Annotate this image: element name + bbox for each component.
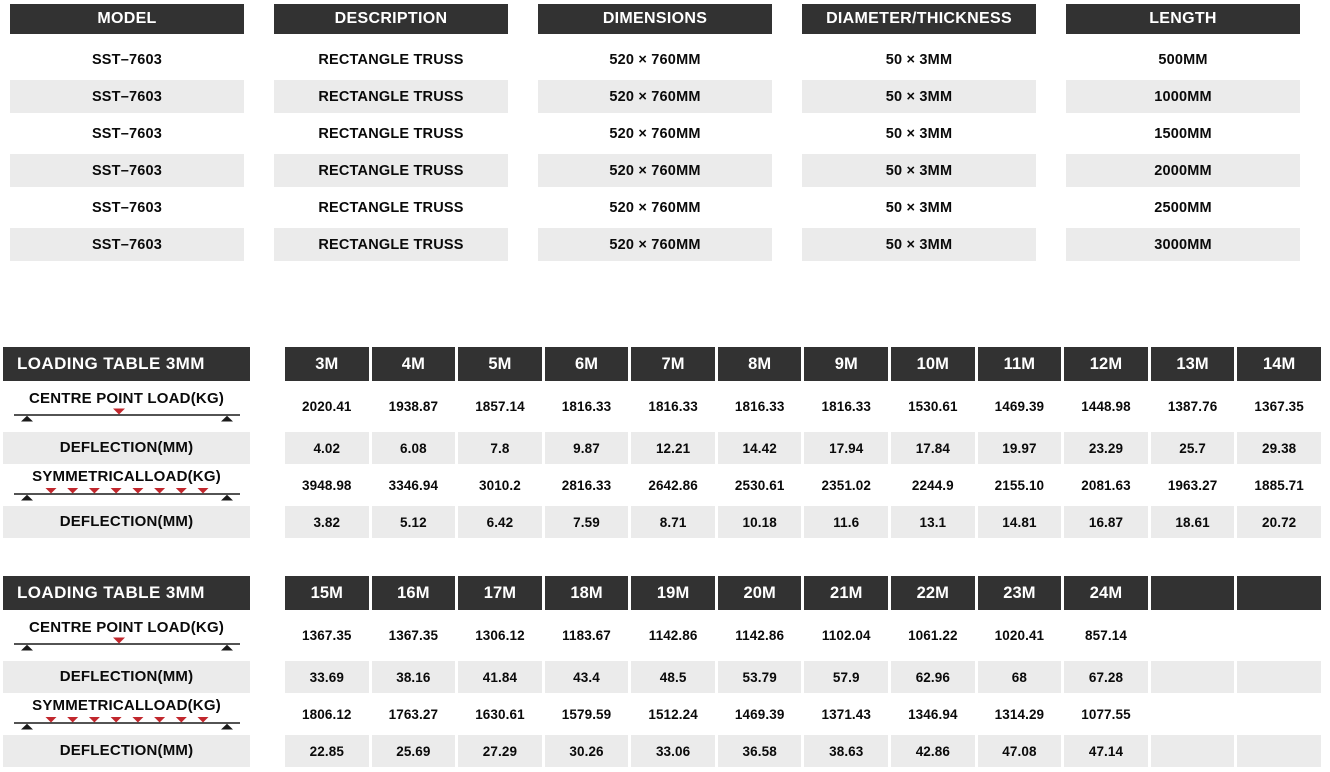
value-cell: 29.38 xyxy=(1237,432,1321,464)
value-cell: 1963.27 xyxy=(1167,477,1218,493)
row-value-cells xyxy=(285,464,1321,506)
loading-table-row xyxy=(3,693,1321,735)
value-cell xyxy=(1151,661,1235,693)
value-cell: 19.97 xyxy=(978,432,1062,464)
value-cell: 1371.43 xyxy=(821,706,871,722)
row-label xyxy=(3,381,250,432)
span-header-cell: 20M xyxy=(718,576,802,610)
span-header-cell: 9M xyxy=(804,347,888,381)
value-cell: 1816.33 xyxy=(734,399,785,414)
value-cell: 9.87 xyxy=(545,432,629,464)
value-cell: 1314.29 xyxy=(994,706,1045,722)
value-cell: 6.08 xyxy=(372,432,456,464)
value-cell: 1857.14 xyxy=(475,399,525,414)
span-header-cell: 21M xyxy=(804,576,888,610)
row-label xyxy=(3,464,250,506)
spec-cell: 50 × 3MM xyxy=(802,152,1036,189)
value-cell xyxy=(1237,693,1321,735)
row-label xyxy=(3,661,250,693)
spec-cell: SST–7603 xyxy=(10,152,244,189)
value-cell: 1512.24 xyxy=(648,706,698,722)
value-cell: 1142.86 xyxy=(735,628,785,643)
span-header-cell: 4M xyxy=(372,347,456,381)
value-cell: 1306.12 xyxy=(475,628,525,643)
value-cell: 1020.41 xyxy=(994,628,1045,643)
loading-table-3m-14m xyxy=(3,347,1321,538)
value-cell: 1530.61 xyxy=(908,399,958,414)
span-header-cell: 13M xyxy=(1151,347,1235,381)
spec-cell: 3000MM xyxy=(1066,226,1300,263)
spec-cell: 50 × 3MM xyxy=(885,125,953,142)
value-cell: 6.42 xyxy=(458,506,542,538)
spec-column-header: DESCRIPTION xyxy=(274,4,508,34)
value-cell: 1816.33 xyxy=(821,399,871,414)
span-header-cells xyxy=(285,347,1321,381)
spec-cell: RECTANGLE TRUSS xyxy=(318,51,464,68)
value-cell: 2244.9 xyxy=(911,477,954,493)
row-label-text: DEFLECTION(MM) xyxy=(59,668,194,686)
spec-cell: RECTANGLE TRUSS xyxy=(274,152,508,189)
row-label-text: SYMMETRICALLOAD(KG) xyxy=(32,468,221,486)
span-header-cells xyxy=(285,576,1321,610)
value-cell: 48.5 xyxy=(631,661,715,693)
row-value-cells xyxy=(285,381,1321,432)
spec-column-header: DIAMETER/THICKNESS xyxy=(802,4,1036,34)
spec-cell: SST–7603 xyxy=(10,78,244,115)
span-header-cell: 14M xyxy=(1237,347,1321,381)
loading-table-row xyxy=(3,464,1321,506)
value-cell: 1077.55 xyxy=(1081,706,1131,722)
row-label-text: CENTRE POINT LOAD(KG) xyxy=(28,389,225,407)
value-cell: 17.94 xyxy=(804,432,888,464)
span-header-cell: 12M xyxy=(1064,347,1148,381)
value-cell: 25.69 xyxy=(372,735,456,767)
value-cell xyxy=(1237,661,1321,693)
spec-cell: 50 × 3MM xyxy=(885,199,953,216)
value-cell: 14.42 xyxy=(718,432,802,464)
span-header-cell xyxy=(1237,576,1321,610)
spec-cell: SST–7603 xyxy=(10,226,244,263)
span-header-cell: 15M xyxy=(285,576,369,610)
spec-cell: 520 × 760MM xyxy=(609,125,701,142)
value-cell: 1469.39 xyxy=(734,706,785,722)
row-value-cells xyxy=(285,693,1321,735)
value-cell: 22.85 xyxy=(285,735,369,767)
value-cell: 43.4 xyxy=(545,661,629,693)
value-cell: 1183.67 xyxy=(562,628,611,643)
support-marker-icon xyxy=(221,416,233,422)
loading-table-row xyxy=(3,381,1321,432)
span-header-cell: 16M xyxy=(372,576,456,610)
spec-cell: 500MM xyxy=(1158,51,1208,68)
row-label-text: CENTRE POINT LOAD(KG) xyxy=(28,618,225,636)
span-header-cell: 3M xyxy=(285,347,369,381)
centre-point-load-beam-diagram xyxy=(13,637,241,651)
spec-column-header: DIMENSIONS xyxy=(538,4,772,34)
spec-column-header: LENGTH xyxy=(1066,4,1300,34)
spec-cell: 520 × 760MM xyxy=(538,78,772,115)
value-cell: 57.9 xyxy=(804,661,888,693)
row-label xyxy=(3,432,250,464)
loading-table-row xyxy=(3,432,1321,464)
row-label-text: SYMMETRICALLOAD(KG) xyxy=(32,697,221,715)
loading-table-row xyxy=(3,735,1321,767)
value-cell: 42.86 xyxy=(891,735,975,767)
value-cell: 2530.61 xyxy=(734,477,785,493)
value-cell: 2081.63 xyxy=(1081,477,1131,493)
row-label-text: DEFLECTION(MM) xyxy=(59,742,194,760)
value-cell xyxy=(1237,735,1321,767)
value-cell: 5.12 xyxy=(372,506,456,538)
row-value-cells xyxy=(285,432,1321,464)
support-marker-icon xyxy=(21,416,33,422)
value-cell: 23.29 xyxy=(1064,432,1148,464)
support-marker-icon xyxy=(221,495,233,501)
row-value-cells xyxy=(285,610,1321,661)
spec-cell: 520 × 760MM xyxy=(538,226,772,263)
value-cell: 41.84 xyxy=(458,661,542,693)
value-cell: 2351.02 xyxy=(821,477,871,493)
value-cell: 13.1 xyxy=(891,506,975,538)
value-cell: 7.8 xyxy=(458,432,542,464)
spec-column-header: MODEL xyxy=(10,4,244,34)
value-cell: 33.69 xyxy=(285,661,369,693)
spec-cell: RECTANGLE TRUSS xyxy=(274,226,508,263)
value-cell: 1806.12 xyxy=(302,706,352,722)
span-header-cell: 24M xyxy=(1064,576,1148,610)
value-cell xyxy=(1151,735,1235,767)
value-cell: 1630.61 xyxy=(475,706,525,722)
value-cell: 38.63 xyxy=(804,735,888,767)
row-label xyxy=(3,506,250,538)
value-cell: 17.84 xyxy=(891,432,975,464)
span-header-cell: 23M xyxy=(978,576,1062,610)
span-header-cell: 11M xyxy=(978,347,1062,381)
value-cell: 1367.35 xyxy=(388,628,439,643)
loading-table-row xyxy=(3,506,1321,538)
span-header-cell: 8M xyxy=(718,347,802,381)
value-cell: 8.71 xyxy=(631,506,715,538)
loading-table-header-row xyxy=(3,347,1321,381)
support-marker-icon xyxy=(221,724,233,730)
value-cell xyxy=(1237,610,1321,661)
value-cell: 33.06 xyxy=(631,735,715,767)
support-marker-icon xyxy=(21,495,33,501)
value-cell: 1579.59 xyxy=(561,706,612,722)
spec-cell: 520 × 760MM xyxy=(609,51,701,68)
centre-point-load-beam-diagram xyxy=(13,408,241,422)
spec-cell: 50 × 3MM xyxy=(802,226,1036,263)
span-header-cell: 22M xyxy=(891,576,975,610)
loading-table-title: LOADING TABLE 3MM xyxy=(3,576,250,610)
spec-cell: RECTANGLE TRUSS xyxy=(318,199,464,216)
value-cell: 47.08 xyxy=(978,735,1062,767)
value-cell: 1938.87 xyxy=(388,399,439,414)
value-cell: 7.59 xyxy=(545,506,629,538)
value-cell: 4.02 xyxy=(285,432,369,464)
value-cell: 2642.86 xyxy=(648,477,698,493)
value-cell: 11.6 xyxy=(804,506,888,538)
value-cell xyxy=(1151,610,1235,661)
span-header-cell: 7M xyxy=(631,347,715,381)
value-cell: 1061.22 xyxy=(908,628,958,643)
row-label xyxy=(3,693,250,735)
value-cell: 1469.39 xyxy=(994,399,1045,414)
span-header-cell: 19M xyxy=(631,576,715,610)
spec-cell: SST–7603 xyxy=(91,125,163,142)
value-cell: 36.58 xyxy=(718,735,802,767)
symmetrical-load-beam-diagram xyxy=(13,716,241,730)
value-cell: 18.61 xyxy=(1151,506,1235,538)
spec-cell: RECTANGLE TRUSS xyxy=(274,78,508,115)
support-marker-icon xyxy=(21,645,33,651)
value-cell: 67.28 xyxy=(1064,661,1148,693)
value-cell: 2020.41 xyxy=(302,399,352,414)
spec-cell: 2000MM xyxy=(1066,152,1300,189)
spec-grid xyxy=(10,4,1300,263)
spec-cell: 520 × 760MM xyxy=(609,199,701,216)
span-header-cell: 6M xyxy=(545,347,629,381)
value-cell: 1885.71 xyxy=(1254,477,1304,493)
spec-cell: 520 × 760MM xyxy=(538,152,772,189)
value-cell: 1387.76 xyxy=(1167,399,1218,414)
row-value-cells xyxy=(285,661,1321,693)
value-cell: 30.26 xyxy=(545,735,629,767)
value-cell: 1816.33 xyxy=(648,399,698,414)
value-cell: 47.14 xyxy=(1064,735,1148,767)
value-cell: 53.79 xyxy=(718,661,802,693)
product-spec-table xyxy=(0,4,1330,263)
value-cell: 1367.35 xyxy=(302,628,352,643)
value-cell: 3948.98 xyxy=(302,477,352,493)
row-value-cells xyxy=(285,506,1321,538)
spec-cell: SST–7603 xyxy=(91,199,163,216)
span-header-cell: 5M xyxy=(458,347,542,381)
loading-table-15m-24m xyxy=(3,576,1321,767)
value-cell xyxy=(1151,693,1235,735)
value-cell: 1142.86 xyxy=(648,628,698,643)
spec-cell: RECTANGLE TRUSS xyxy=(318,125,464,142)
spec-cell: SST–7603 xyxy=(91,51,163,68)
value-cell: 1763.27 xyxy=(388,706,439,722)
loading-table-row xyxy=(3,661,1321,693)
support-marker-icon xyxy=(221,645,233,651)
value-cell: 20.72 xyxy=(1237,506,1321,538)
loading-table-title: LOADING TABLE 3MM xyxy=(3,347,250,381)
span-header-cell xyxy=(1151,576,1235,610)
spec-cell: 1000MM xyxy=(1066,78,1300,115)
row-value-cells xyxy=(285,735,1321,767)
value-cell: 1346.94 xyxy=(908,706,958,722)
span-header-cell: 18M xyxy=(545,576,629,610)
loading-table-header-row xyxy=(3,576,1321,610)
spec-cell: 1500MM xyxy=(1154,125,1212,142)
spec-cell: 50 × 3MM xyxy=(885,51,953,68)
value-cell: 1816.33 xyxy=(561,399,612,414)
value-cell: 857.14 xyxy=(1085,628,1127,643)
value-cell: 2816.33 xyxy=(561,477,612,493)
spec-cell: 50 × 3MM xyxy=(802,78,1036,115)
span-header-cell: 10M xyxy=(891,347,975,381)
symmetrical-load-beam-diagram xyxy=(13,487,241,501)
value-cell: 62.96 xyxy=(891,661,975,693)
loading-table-row xyxy=(3,610,1321,661)
value-cell: 3010.2 xyxy=(478,477,521,493)
row-label xyxy=(3,735,250,767)
row-label xyxy=(3,610,250,661)
value-cell: 1102.04 xyxy=(821,628,871,643)
value-cell: 10.18 xyxy=(718,506,802,538)
value-cell: 16.87 xyxy=(1064,506,1148,538)
value-cell: 68 xyxy=(978,661,1062,693)
value-cell: 3.82 xyxy=(285,506,369,538)
span-header-cell: 17M xyxy=(458,576,542,610)
value-cell: 3346.94 xyxy=(388,477,439,493)
value-cell: 25.7 xyxy=(1151,432,1235,464)
value-cell: 1367.35 xyxy=(1254,399,1304,414)
value-cell: 2155.10 xyxy=(994,477,1045,493)
row-label-text: DEFLECTION(MM) xyxy=(59,439,194,457)
truss-spec-sheet xyxy=(0,4,1330,767)
support-marker-icon xyxy=(21,724,33,730)
spec-cell: 2500MM xyxy=(1154,199,1212,216)
value-cell: 38.16 xyxy=(372,661,456,693)
value-cell: 12.21 xyxy=(631,432,715,464)
row-label-text: DEFLECTION(MM) xyxy=(59,513,194,531)
value-cell: 27.29 xyxy=(458,735,542,767)
value-cell: 14.81 xyxy=(978,506,1062,538)
value-cell: 1448.98 xyxy=(1081,399,1131,414)
